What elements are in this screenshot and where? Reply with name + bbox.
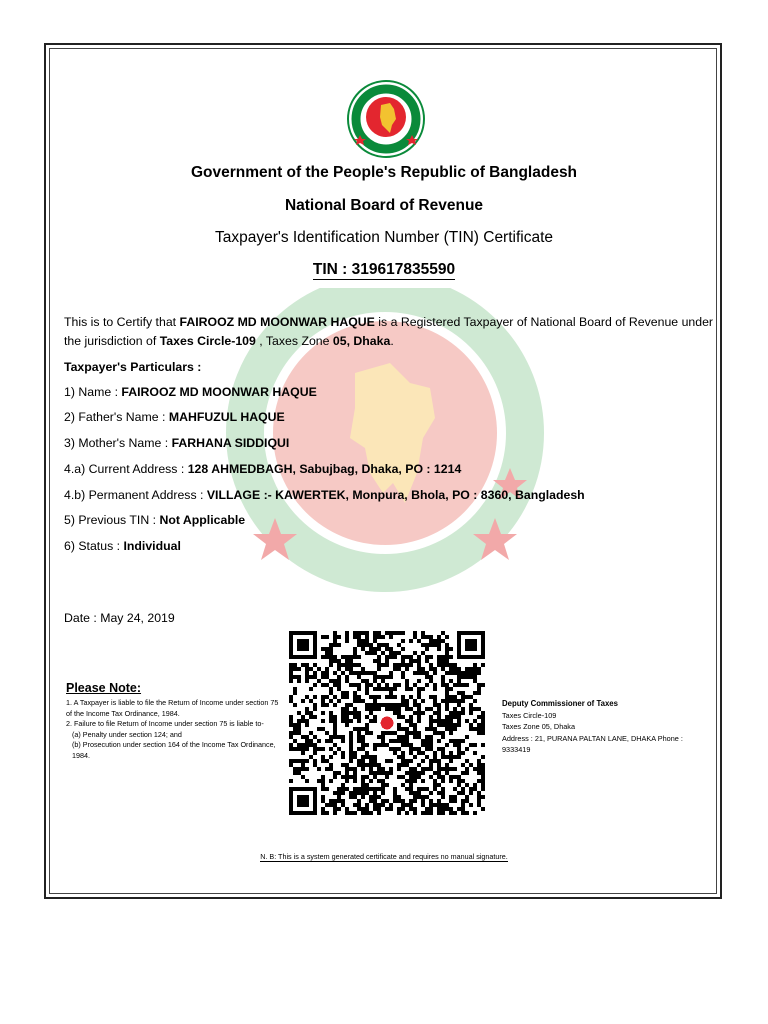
permanent-address-label: 4.b) Permanent Address : (64, 488, 207, 502)
previous-tin-label: 5) Previous TIN : (64, 513, 160, 527)
note-line-3: (a) Penalty under section 124; and (72, 729, 182, 739)
intro-taxpayer-name: FAIROOZ MD MOONWAR HAQUE (179, 315, 375, 329)
permanent-address-row (64, 488, 585, 502)
certificate-title: Taxpayer's Identification Number (TIN) Certificate (214, 229, 554, 246)
note-line-4-wrap (66, 740, 280, 761)
officer-block (502, 698, 712, 756)
current-address-label: 4.a) Current Address : (64, 462, 188, 476)
tin-number-text: TIN : 319617835590 (312, 261, 456, 278)
qr-code-icon (289, 631, 485, 815)
father-name-row (64, 410, 285, 424)
intro-taxes-zone: 05, Dhaka (332, 334, 391, 348)
current-address-row (64, 462, 461, 476)
government-title: Government of the People's Republic of Bangladesh (190, 164, 578, 181)
note-line-1: 1. A Taxpayer is liable to file the Return of Income under section 75 of the Income Tax Ordinance, 1984. (66, 698, 279, 718)
previous-tin-row (64, 513, 245, 527)
name-value: FAIROOZ MD MOONWAR HAQUE (121, 385, 317, 399)
intro-zone-prefix: , Taxes Zone (255, 334, 333, 348)
mother-name-value: FARHANA SIDDIQUI (171, 436, 290, 450)
please-note-title: Please Note: (66, 681, 142, 695)
father-name-label: 2) Father's Name : (64, 410, 169, 424)
mother-name-label: 3) Mother's Name : (64, 436, 172, 450)
please-note-text (66, 698, 280, 761)
officer-title: Deputy Commissioner of Taxes (502, 699, 618, 708)
mother-name-row (64, 436, 289, 450)
intro-suffix: . (390, 334, 394, 348)
footer-note-text: N. B: This is a system generated certificate and requires no manual signature. (260, 852, 508, 861)
previous-tin-value: Not Applicable (159, 513, 246, 527)
particulars-heading-text: Taxpayer's Particulars : (64, 360, 202, 374)
note-line-4: (b) Prosecution under section 164 of the Income Tax Ordinance, 1984. (72, 740, 276, 760)
name-label: 1) Name : (64, 385, 122, 399)
status-value: Individual (123, 539, 181, 553)
footer-note (50, 852, 718, 861)
current-address-value: 128 AHMEDBAGH, Sabujbag, Dhaka, PO : 1214 (187, 462, 462, 476)
officer-zone: Taxes Zone 05, Dhaka (502, 722, 576, 731)
particulars-heading (64, 360, 201, 374)
intro-prefix: This is to Certify that (64, 315, 180, 329)
board-title: National Board of Revenue (284, 197, 484, 214)
officer-circle: Taxes Circle-109 (502, 710, 557, 720)
tin-number (50, 261, 718, 279)
officer-address: Address : 21, PURANA PALTAN LANE, DHAKA Phone : 9333419 (502, 733, 683, 754)
permanent-address-value: VILLAGE :- KAWERTEK, Monpura, Bhola, PO : 8360, Bangladesh (206, 488, 585, 502)
father-name-value: MAHFUZUL HAQUE (168, 410, 285, 424)
name-row (64, 385, 317, 399)
issue-date: Date : May 24, 2019 (64, 611, 175, 625)
note-line-2: 2. Failure to file Return of Income under section 75 is liable to- (66, 719, 264, 728)
government-seal-icon (346, 79, 426, 159)
intro-taxes-circle: Taxes Circle-109 (159, 334, 256, 348)
certification-paragraph (64, 313, 716, 351)
status-label: 6) Status : (64, 539, 124, 553)
status-row (64, 539, 181, 553)
intro-middle: is a Registered Taxpayer of National Board of Revenue under the jurisdiction of (64, 315, 714, 348)
